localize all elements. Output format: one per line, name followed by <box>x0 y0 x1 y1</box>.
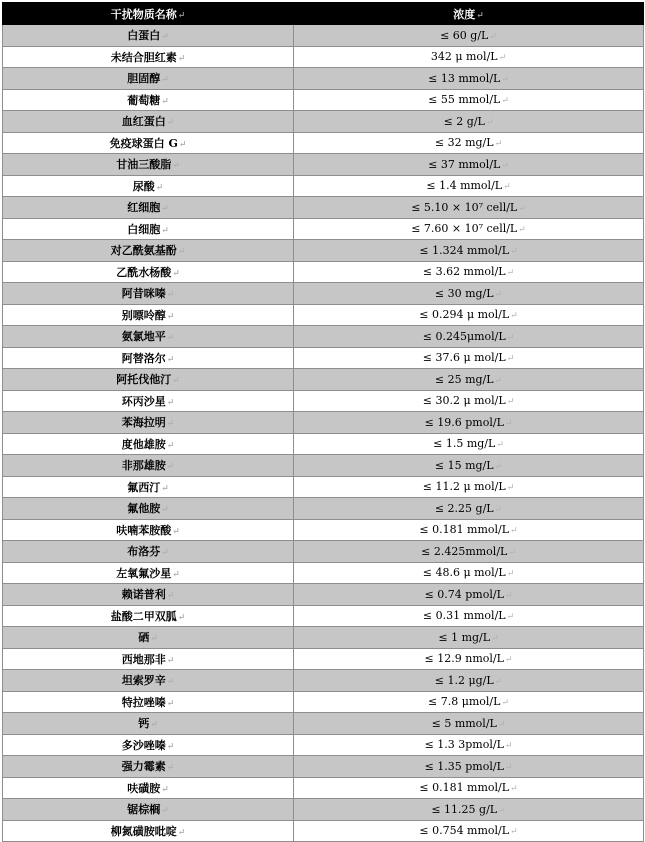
concentration-cell <box>294 433 644 455</box>
substance-name-cell <box>3 691 294 713</box>
return-mark-icon: ↵ <box>172 376 180 387</box>
substance-name: 别嘌呤醇 <box>121 308 166 322</box>
substance-name: 阿托伐他汀 <box>116 373 172 387</box>
concentration-value: 342 μ mol/L <box>430 50 498 64</box>
return-mark-icon: ↵ <box>506 332 515 343</box>
substance-name-cell <box>3 627 294 649</box>
header-substance-name: 干扰物质名称↵ <box>3 3 294 25</box>
substance-name: 布洛芬 <box>127 545 161 559</box>
concentration-value: ≤ 2.425mmol/L <box>421 544 508 558</box>
concentration-cell <box>294 175 644 197</box>
concentration-value: ≤ 7.60 × 10⁷ cell/L <box>411 222 518 236</box>
return-mark-icon: ↵ <box>518 203 526 214</box>
return-mark-icon: ↵ <box>501 74 509 85</box>
substance-name-cell <box>3 154 294 176</box>
concentration-value: ≤ 1.324 mmol/L <box>419 243 510 257</box>
concentration-cell <box>294 218 644 240</box>
substance-name-cell <box>3 584 294 606</box>
table-row <box>3 627 644 649</box>
concentration-value: ≤ 0.181 mmol/L <box>419 523 510 537</box>
substance-name-cell <box>3 46 294 68</box>
concentration-value: ≤ 1.3 3pmol/L <box>424 738 504 752</box>
substance-name: 硒 <box>138 631 150 645</box>
return-mark-icon: ↵ <box>510 311 518 322</box>
substance-name-cell <box>3 283 294 305</box>
return-mark-icon: ↵ <box>510 246 518 257</box>
substance-name: 阿昔咪嗪 <box>121 287 166 301</box>
concentration-cell <box>294 670 644 692</box>
table-row <box>3 304 644 326</box>
table-row <box>3 670 644 692</box>
interference-table <box>2 2 644 842</box>
table-row <box>3 347 644 369</box>
concentration-value: ≤ 0.245μmol/L <box>422 329 506 343</box>
concentration-cell <box>294 799 644 821</box>
concentration-cell <box>294 541 644 563</box>
return-mark-icon: ↵ <box>177 53 186 64</box>
table-row <box>3 799 644 821</box>
return-mark-icon: ↵ <box>485 117 494 128</box>
return-mark-icon: ↵ <box>161 548 169 559</box>
substance-name-cell <box>3 562 294 584</box>
table-row <box>3 734 644 756</box>
substance-name-cell <box>3 197 294 219</box>
table-row <box>3 820 644 842</box>
concentration-cell <box>294 390 644 412</box>
return-mark-icon: ↵ <box>476 10 484 21</box>
return-mark-icon: ↵ <box>161 806 169 817</box>
substance-name-cell <box>3 541 294 563</box>
substance-name: 呋喃苯胺酸 <box>116 523 172 537</box>
table-row <box>3 68 644 90</box>
substance-name: 对乙酰氨基酚 <box>110 244 177 258</box>
concentration-cell <box>294 476 644 498</box>
concentration-cell <box>294 734 644 756</box>
return-mark-icon: ↵ <box>494 676 503 687</box>
concentration-value: ≤ 3.62 mmol/L <box>422 265 506 279</box>
substance-name: 胆固醇 <box>127 72 161 86</box>
return-mark-icon: ↵ <box>166 698 175 709</box>
substance-name: 阿替洛尔 <box>121 351 166 365</box>
table-row <box>3 476 644 498</box>
concentration-cell <box>294 627 644 649</box>
return-mark-icon: ↵ <box>506 397 515 408</box>
concentration-cell <box>294 412 644 434</box>
return-mark-icon: ↵ <box>510 526 518 537</box>
substance-name: 苯海拉明 <box>121 416 166 430</box>
concentration-cell <box>294 648 644 670</box>
table-row <box>3 519 644 541</box>
substance-name: 未结合胆红素 <box>110 50 177 64</box>
concentration-value: ≤ 1.2 μg/L <box>434 673 494 687</box>
return-mark-icon: ↵ <box>508 547 516 558</box>
return-mark-icon: ↵ <box>497 719 506 730</box>
return-mark-icon: ↵ <box>172 569 180 580</box>
return-mark-icon: ↵ <box>161 204 169 215</box>
concentration-cell <box>294 455 644 477</box>
table-header <box>3 3 644 25</box>
substance-name-cell <box>3 777 294 799</box>
substance-name: 白蛋白 <box>127 29 161 43</box>
substance-name-cell <box>3 734 294 756</box>
return-mark-icon: ↵ <box>178 139 187 150</box>
return-mark-icon: ↵ <box>166 677 175 688</box>
concentration-value: ≤ 37.6 μ mol/L <box>422 351 506 365</box>
substance-name-cell <box>3 89 294 111</box>
return-mark-icon: ↵ <box>166 741 175 752</box>
substance-name-cell <box>3 326 294 348</box>
table-row <box>3 111 644 133</box>
concentration-value: ≤ 30 mg/L <box>434 286 494 300</box>
substance-name-cell <box>3 605 294 627</box>
return-mark-icon: ↵ <box>161 483 169 494</box>
substance-name: 西地那非 <box>121 652 166 666</box>
concentration-value: ≤ 48.6 μ mol/L <box>422 566 506 580</box>
table-row <box>3 605 644 627</box>
table-row <box>3 541 644 563</box>
table-row <box>3 46 644 68</box>
substance-name: 氟他胺 <box>127 502 161 516</box>
concentration-cell <box>294 756 644 778</box>
substance-name-cell <box>3 412 294 434</box>
concentration-cell <box>294 777 644 799</box>
return-mark-icon: ↵ <box>161 784 169 795</box>
return-mark-icon: ↵ <box>494 504 503 515</box>
return-mark-icon: ↵ <box>166 419 175 430</box>
substance-name-cell <box>3 240 294 262</box>
return-mark-icon: ↵ <box>506 569 515 580</box>
substance-name-cell <box>3 132 294 154</box>
substance-name-cell <box>3 111 294 133</box>
concentration-cell <box>294 820 644 842</box>
concentration-value: ≤ 0.294 μ mol/L <box>419 308 510 322</box>
table-row <box>3 89 644 111</box>
return-mark-icon: ↵ <box>510 784 518 795</box>
substance-name: 非那雄胺 <box>121 459 166 473</box>
concentration-value: ≤ 7.8 μmol/L <box>428 695 501 709</box>
substance-name: 盐酸二甲双胍 <box>110 609 177 623</box>
return-mark-icon: ↵ <box>161 75 169 86</box>
table-row <box>3 455 644 477</box>
header-row <box>3 3 644 25</box>
concentration-value: ≤ 5.10 × 10⁷ cell/L <box>411 200 518 214</box>
return-mark-icon: ↵ <box>506 483 515 494</box>
substance-name-cell <box>3 390 294 412</box>
concentration-cell <box>294 584 644 606</box>
table-row <box>3 175 644 197</box>
return-mark-icon: ↵ <box>506 612 515 623</box>
return-mark-icon: ↵ <box>161 225 169 236</box>
concentration-value: ≤ 13 mmol/L <box>428 71 501 85</box>
return-mark-icon: ↵ <box>177 612 186 623</box>
table-row <box>3 562 644 584</box>
substance-name-cell <box>3 519 294 541</box>
substance-name: 坦索罗辛 <box>121 674 166 688</box>
concentration-value: ≤ 30.2 μ mol/L <box>422 394 506 408</box>
concentration-value: ≤ 25 mg/L <box>434 372 494 386</box>
substance-name-cell <box>3 648 294 670</box>
substance-name-cell <box>3 347 294 369</box>
return-mark-icon: ↵ <box>166 763 175 774</box>
return-mark-icon: ↵ <box>518 225 526 236</box>
concentration-cell <box>294 46 644 68</box>
concentration-cell <box>294 261 644 283</box>
return-mark-icon: ↵ <box>501 698 509 709</box>
substance-name-cell <box>3 455 294 477</box>
concentration-value: ≤ 2.25 g/L <box>434 501 494 515</box>
substance-name: 呋磺胺 <box>127 781 161 795</box>
concentration-cell <box>294 498 644 520</box>
substance-name-cell <box>3 476 294 498</box>
table-row <box>3 390 644 412</box>
table-row <box>3 713 644 735</box>
return-mark-icon: ↵ <box>166 440 175 451</box>
return-mark-icon: ↵ <box>501 96 509 107</box>
table-row <box>3 777 644 799</box>
header-concentration: 浓度↵ <box>294 3 644 25</box>
concentration-value: ≤ 11.25 g/L <box>431 802 498 816</box>
return-mark-icon: ↵ <box>166 462 175 473</box>
substance-name: 特拉唑嗪 <box>121 695 166 709</box>
return-mark-icon: ↵ <box>166 290 175 301</box>
concentration-value: ≤ 32 mg/L <box>434 136 494 150</box>
return-mark-icon: ↵ <box>177 247 186 258</box>
table-row <box>3 283 644 305</box>
concentration-cell <box>294 132 644 154</box>
return-mark-icon: ↵ <box>150 720 158 731</box>
concentration-value: ≤ 12.9 nmol/L <box>424 652 504 666</box>
return-mark-icon: ↵ <box>166 118 175 129</box>
concentration-value: ≤ 2 g/L <box>443 114 485 128</box>
substance-name: 钙 <box>138 717 150 731</box>
concentration-value: ≤ 11.2 μ mol/L <box>422 480 506 494</box>
return-mark-icon: ↵ <box>166 655 175 666</box>
return-mark-icon: ↵ <box>172 268 180 279</box>
return-mark-icon: ↵ <box>494 461 503 472</box>
concentration-cell <box>294 369 644 391</box>
substance-name: 锯棕榈 <box>127 803 161 817</box>
concentration-value: ≤ 0.31 mmol/L <box>422 609 506 623</box>
return-mark-icon: ↵ <box>496 440 504 451</box>
return-mark-icon: ↵ <box>166 354 175 365</box>
substance-name-cell <box>3 304 294 326</box>
concentration-value: ≤ 0.74 pmol/L <box>424 587 504 601</box>
substance-name-cell <box>3 175 294 197</box>
return-mark-icon: ↵ <box>150 634 158 645</box>
return-mark-icon: ↵ <box>172 526 180 537</box>
table-row <box>3 648 644 670</box>
substance-name: 赖诺普利 <box>121 588 166 602</box>
return-mark-icon: ↵ <box>166 397 175 408</box>
substance-name-cell <box>3 369 294 391</box>
concentration-value: ≤ 0.754 mmol/L <box>419 824 510 838</box>
concentration-cell <box>294 89 644 111</box>
substance-name: 免疫球蛋白 G <box>109 136 178 150</box>
concentration-value: ≤ 1 mg/L <box>438 630 491 644</box>
return-mark-icon: ↵ <box>501 160 509 171</box>
concentration-value: ≤ 60 g/L <box>440 28 489 42</box>
return-mark-icon: ↵ <box>491 633 499 644</box>
concentration-value: ≤ 1.4 mmol/L <box>426 179 503 193</box>
return-mark-icon: ↵ <box>166 591 175 602</box>
concentration-cell <box>294 605 644 627</box>
concentration-cell <box>294 347 644 369</box>
return-mark-icon: ↵ <box>503 182 511 193</box>
return-mark-icon: ↵ <box>494 139 503 150</box>
return-mark-icon: ↵ <box>161 505 169 516</box>
return-mark-icon: ↵ <box>498 805 506 816</box>
concentration-cell <box>294 283 644 305</box>
substance-name: 白细胞 <box>127 222 161 236</box>
return-mark-icon: ↵ <box>504 655 513 666</box>
table-row <box>3 132 644 154</box>
substance-name: 乙酰水杨酸 <box>116 265 172 279</box>
return-mark-icon: ↵ <box>161 96 169 107</box>
substance-name: 葡萄糖 <box>127 93 161 107</box>
concentration-cell <box>294 154 644 176</box>
table-row <box>3 369 644 391</box>
concentration-cell <box>294 326 644 348</box>
table-row <box>3 261 644 283</box>
substance-name: 度他雄胺 <box>121 437 166 451</box>
concentration-cell <box>294 111 644 133</box>
concentration-value: ≤ 37 mmol/L <box>428 157 501 171</box>
return-mark-icon: ↵ <box>504 418 513 429</box>
substance-name: 左氧氟沙星 <box>116 566 172 580</box>
return-mark-icon: ↵ <box>177 827 186 838</box>
return-mark-icon: ↵ <box>504 590 513 601</box>
concentration-value: ≤ 19.6 pmol/L <box>424 415 504 429</box>
return-mark-icon: ↵ <box>498 53 507 64</box>
substance-name: 强力霉素 <box>121 760 166 774</box>
substance-name-cell <box>3 756 294 778</box>
substance-name: 红细胞 <box>127 201 161 215</box>
substance-name-cell <box>3 218 294 240</box>
table-row <box>3 756 644 778</box>
return-mark-icon: ↵ <box>155 182 164 193</box>
substance-name-cell <box>3 498 294 520</box>
return-mark-icon: ↵ <box>489 31 497 42</box>
substance-name: 氟西汀 <box>127 480 161 494</box>
return-mark-icon: ↵ <box>506 268 515 279</box>
table-row <box>3 691 644 713</box>
substance-name: 多沙唑嗪 <box>121 738 166 752</box>
substance-name-cell <box>3 670 294 692</box>
concentration-cell <box>294 562 644 584</box>
concentration-cell <box>294 68 644 90</box>
return-mark-icon: ↵ <box>504 762 513 773</box>
table-row <box>3 412 644 434</box>
substance-name: 尿酸 <box>132 179 155 193</box>
substance-name: 氨氯地平 <box>121 330 166 344</box>
substance-name: 环丙沙星 <box>121 394 166 408</box>
table-row <box>3 498 644 520</box>
concentration-value: ≤ 1.5 mg/L <box>433 437 496 451</box>
substance-name-cell <box>3 713 294 735</box>
concentration-cell <box>294 691 644 713</box>
concentration-value: ≤ 15 mg/L <box>434 458 494 472</box>
return-mark-icon: ↵ <box>494 375 503 386</box>
return-mark-icon: ↵ <box>177 10 186 21</box>
concentration-cell <box>294 519 644 541</box>
table-row <box>3 584 644 606</box>
table-row <box>3 25 644 47</box>
table-body <box>3 25 644 842</box>
concentration-value: ≤ 55 mmol/L <box>428 93 501 107</box>
concentration-cell <box>294 240 644 262</box>
return-mark-icon: ↵ <box>172 161 180 172</box>
table-row <box>3 218 644 240</box>
return-mark-icon: ↵ <box>166 333 175 344</box>
concentration-cell <box>294 25 644 47</box>
concentration-value: ≤ 0.181 mmol/L <box>419 781 510 795</box>
concentration-cell <box>294 197 644 219</box>
table-row <box>3 433 644 455</box>
concentration-cell <box>294 713 644 735</box>
substance-name-cell <box>3 799 294 821</box>
substance-name-cell <box>3 68 294 90</box>
concentration-value: ≤ 5 mmol/L <box>431 716 497 730</box>
substance-name: 甘油三酸脂 <box>116 158 172 172</box>
substance-name-cell <box>3 261 294 283</box>
substance-name-cell <box>3 820 294 842</box>
substance-name: 血红蛋白 <box>121 115 166 129</box>
return-mark-icon: ↵ <box>510 827 518 838</box>
table-row <box>3 197 644 219</box>
return-mark-icon: ↵ <box>506 354 515 365</box>
substance-name-cell <box>3 433 294 455</box>
return-mark-icon: ↵ <box>494 289 503 300</box>
table-row <box>3 154 644 176</box>
return-mark-icon: ↵ <box>166 311 175 322</box>
return-mark-icon: ↵ <box>504 741 513 752</box>
table-row <box>3 240 644 262</box>
return-mark-icon: ↵ <box>161 32 169 43</box>
substance-name-cell <box>3 25 294 47</box>
substance-name: 柳氮磺胺吡啶 <box>110 824 177 838</box>
concentration-cell <box>294 304 644 326</box>
table-row <box>3 326 644 348</box>
concentration-value: ≤ 1.35 pmol/L <box>424 759 504 773</box>
